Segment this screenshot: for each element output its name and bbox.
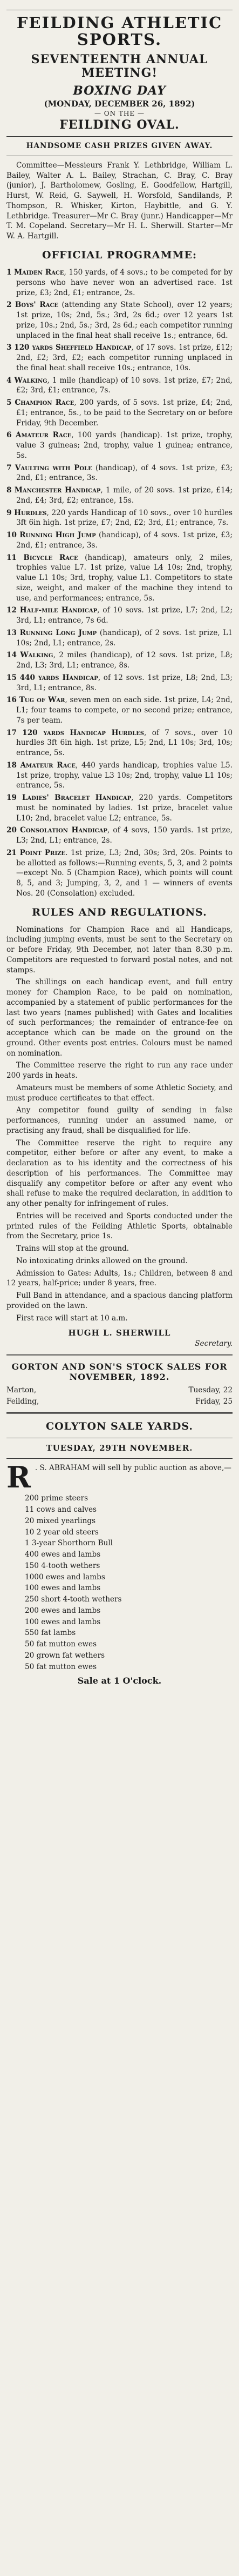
event-item: 3 120 yards Sheffield Handicap, of 17 sovs. 1st prize, £12; 2nd, £2; 3rd, £2; each competitor running unplaced in the final heat shall receive 10s.; entrance, 10s. bbox=[6, 343, 233, 372]
stock-item: 400 ewes and lambs bbox=[25, 1550, 101, 1559]
sale-time: Sale at 1 O'clock. bbox=[77, 1676, 162, 1686]
divider bbox=[6, 136, 233, 137]
prizes-line: HANDSOME CASH PRIZES GIVEN AWAY. bbox=[26, 142, 213, 151]
colyton-date: TUESDAY, 29TH NOVEMBER. bbox=[46, 1443, 193, 1453]
event-item: 7 Vaulting with Pole (handicap), of 4 sovs. 1st prize, £3; 2nd, £1; entrance, 3s. bbox=[6, 463, 233, 483]
gorton-dates bbox=[6, 1385, 233, 1407]
stock-item: 11 cows and calves bbox=[25, 1505, 97, 1514]
rule-paragraph: The Committee reserve the right to run any race under 200 yards in heats. bbox=[6, 1061, 233, 1080]
secretary-name: HUGH L. SHERWILL bbox=[68, 1328, 171, 1338]
stock-item: 100 ewes and lambs bbox=[25, 1617, 101, 1626]
event-item: 15 440 yards Handicap, of 12 sovs. 1st prize, L8; 2nd, L3; 3rd, L1; entrance, 8s. bbox=[6, 673, 233, 692]
event-date: (MONDAY, DECEMBER 26, 1892) bbox=[44, 98, 195, 109]
event-item: 4 Walking, 1 mile (handicap) of 10 sovs. 1st prize, £7; 2nd, £2; 3rd, £1; entrance, 7s. bbox=[6, 376, 233, 395]
stock-item: 10 2 year old steers bbox=[25, 1527, 99, 1537]
event-item: 10 Running High Jump (handicap), of 4 sovs. 1st prize, £3; 2nd, £1; entrance, 3s. bbox=[6, 531, 233, 550]
stock-list bbox=[6, 1493, 233, 1672]
rule-paragraph: Admission to Gates: Adults, 1s.; Children, between 8 and 12 years, half-price; under 8 years, free. bbox=[6, 1269, 233, 1288]
gorton-heading: GORTON AND SON'S STOCK SALES FOR NOVEMBER, 1892. bbox=[11, 1361, 228, 1383]
event-item: 19 Ladies' Bracelet Handicap, 220 yards. Competitors must be nominated by ladies. 1st prize, bracelet value L10; 2nd, bracelet value L2; entrance, 5s. bbox=[6, 793, 233, 823]
colyton-intro bbox=[6, 1459, 233, 1494]
stock-item: 50 fat mutton ewes bbox=[25, 1662, 97, 1671]
annual-meeting: SEVENTEENTH ANNUAL MEETING! bbox=[31, 52, 208, 80]
on-the: — ON THE — bbox=[94, 110, 145, 118]
stock-item: 1000 ewes and lambs bbox=[25, 1572, 105, 1581]
divider bbox=[6, 1354, 233, 1356]
stock-item: 200 ewes and lambs bbox=[25, 1606, 101, 1615]
divider bbox=[6, 1458, 233, 1459]
colyton-heading: COLYTON SALE YARDS. bbox=[46, 1420, 193, 1432]
sale-day: Friday, 25 bbox=[195, 1397, 233, 1406]
event-item: 5 Champion Race, 200 yards, of 5 sovs. 1st prize, £4; 2nd, £1; entrance, 5s., to be paid to the Secretary on or before Friday, 9th December. bbox=[6, 398, 233, 428]
rule-paragraph: Trains will stop at the ground. bbox=[16, 1244, 129, 1253]
rule-paragraph: The shillings on each handicap event, and full entry money for Champion Race, to be paid on nomination, accompanied by a statement of public performances for the last two years (names published) with Gates and localities of such performances; the remainder of entrance-fee on acceptance which can be made on the ground on the ground. Other events post entries. Colours must be named on nomination. bbox=[6, 978, 233, 1058]
rule-paragraph: First race will start at 10 a.m. bbox=[16, 1313, 128, 1323]
event-item: 11 Bicycle Race (handicap), amateurs only, 2 miles, trophies value L7. 1st prize, value L4 10s; 2nd, trophy, value L1 10s; 3rd, trophy, value L1. Competitors to state size, weight, and maker of the machine they intend to use, and performances; entrance, 5s. bbox=[6, 553, 233, 603]
rule-paragraph: No intoxicating drinks allowed on the ground. bbox=[16, 1256, 188, 1265]
stock-item: 20 mixed yearlings bbox=[25, 1516, 96, 1525]
rule-paragraph: The Committee reserve the right to require any competitor, either before or after any event, to make a declaration as to his identity and the correctness of his description of his performances. The Committee may disqualify any competitor before or after any event who shall refuse to make the required declaration, in addition to any other penalty for infringement of rules. bbox=[6, 1138, 233, 1209]
event-item: 1 Maiden Race, 150 yards, of 4 sovs.; to be competed for by persons who have never won an advertised race. 1st prize, £3; 2nd, £1; entrance, 2s. bbox=[6, 268, 233, 297]
event-item: 21 Point Prize. 1st prize, L3; 2nd, 30s; 3rd, 20s. Points to be allotted as follows:—Running events, 5, 3, and 2 points—except No. 5 (Champion Race), which points will count 8, 5, and 3; Jumping, 3, 2, and 1 — winners of events Nos. 20 (Consolation) excluded. bbox=[6, 848, 233, 898]
event-item: 9 Hurdles, 220 yards Handicap of 10 sovs., over 10 hurdles 3ft 6in high. 1st prize, £7; 2nd, £2; 3rd, £1; entrance, 7s. bbox=[6, 508, 233, 528]
event-item: 17 120 yards Handicap Hurdles, of 7 sovs., over 10 hurdles 3ft 6in high. 1st prize, L5; 2nd, L1 10s; 3rd, 10s; entrance, 5s. bbox=[6, 728, 233, 758]
event-item: 16 Tug of War, seven men on each side. 1st prize, L4; 2nd, L1; four teams to compete, or no second prize; entrance, 7s per team. bbox=[6, 696, 233, 725]
rule-paragraph: Entries will be received and Sports conducted under the printed rules of the Feilding Athletic Sports, obtainable from the Secretary, price 1s. bbox=[6, 1211, 233, 1241]
stock-item: 100 ewes and lambs bbox=[25, 1584, 101, 1593]
event-item: 8 Manchester Handicap, 1 mile, of 20 sovs. 1st prize, £14; 2nd, £4; 3rd, £2; entrance, 15s. bbox=[6, 486, 233, 505]
rule-paragraph: Amateurs must be members of some Athletic Society, and must produce certificates to that effect. bbox=[6, 1083, 233, 1103]
stock-item: 550 fat lambs bbox=[25, 1629, 76, 1638]
rules-body bbox=[6, 925, 233, 1324]
drop-cap: R bbox=[6, 1459, 31, 1494]
event-item: 6 Amateur Race, 100 yards (handicap). 1st prize, trophy, value 3 guineas; 2nd, trophy, value 1 guinea; entrance, 5s. bbox=[6, 431, 233, 460]
stock-item: 50 fat mutton ewes bbox=[25, 1640, 97, 1649]
stock-item: 150 4-tooth wethers bbox=[25, 1561, 100, 1570]
intro-text: . S. ABRAHAM will sell by public auction as above,— bbox=[35, 1463, 231, 1472]
rule-paragraph: Nominations for Champion Race and all Handicaps, including jumping events, must be sent to the Secretary on or before Friday, 9th December, not later than 8.30 p.m. Competitors are requested to forward postal notes, and not stamps. bbox=[6, 925, 233, 975]
sale-place: Marton, bbox=[6, 1386, 37, 1395]
programme-events bbox=[6, 268, 233, 899]
stock-item: 250 short 4-tooth wethers bbox=[25, 1595, 122, 1604]
boxing-day: BOXING DAY bbox=[73, 84, 166, 98]
rule-paragraph: Full Band in attendance, and a spacious dancing platform provided on the lawn. bbox=[6, 1291, 233, 1310]
rule-paragraph: Any competitor found guilty of sending in false performances, running under an assumed name, or practising any fraud, shall be disqualified for life. bbox=[6, 1106, 233, 1135]
divider bbox=[6, 1412, 233, 1414]
event-item: 14 Walking, 2 miles (handicap), of 12 sovs. 1st prize, L8; 2nd, L3; 3rd, L1; entrance, 8s. bbox=[6, 651, 233, 670]
venue: FEILDING OVAL. bbox=[59, 117, 180, 132]
sale-date-row bbox=[6, 1397, 233, 1407]
committee-text: Committee—Messieurs Frank Y. Lethbridge, William L. Bailey, Walter A. L. Bailey, Strachan, C. Bray, C. Bray (junior), J. Bartholomew, Gosling, E. Goodfellow, Hartgill, Hurst, W. Reid, G. Saywell, H. Worsfold, Sandilands, P. Thompson, R. Whisker, Kirton, Haybittle, and G. Y. Lethbridge. Treasurer—Mr C. Bray (junr.) Handicapper—Mr T. M. Copeland. Secretary—Mr H. L. Sherwill. Starter—Mr W. A. Hartgill. bbox=[6, 161, 233, 241]
rules-heading: RULES AND REGULATIONS. bbox=[32, 906, 207, 918]
sale-date-row bbox=[6, 1385, 233, 1396]
event-item: 18 Amateur Race, 440 yards handicap, trophies value L5. 1st prize, trophy, value L3 10s; 2nd, trophy, value L1 10s; entrance, 5s. bbox=[6, 760, 233, 790]
event-item: 2 Boys' Race (attending any State School), over 12 years; 1st prize, 10s; 2nd, 5s.; 3rd, 2s 6d.; over 12 years 1st prize, 10s.; 2nd, 5s.; 3rd, 2s 6d.; each competitor running unplaced in the final heat shall receive 1s.; entrance, 6d. bbox=[6, 301, 233, 340]
programme-heading: OFFICIAL PROGRAMME: bbox=[42, 249, 197, 261]
signature-block bbox=[6, 1327, 233, 1349]
event-item: 13 Running Long Jump (handicap), of 2 sovs. 1st prize, L1 10s; 2nd, L1; entrance, 2s. bbox=[6, 628, 233, 648]
sale-place: Feilding, bbox=[6, 1397, 39, 1406]
event-item: 12 Half-mile Handicap, of 10 sovs. 1st prize, L7; 2nd, L2; 3rd, L1; entrance, 7s 6d. bbox=[6, 606, 233, 625]
event-item: 20 Consolation Handicap, of 4 sovs, 150 yards. 1st prize, L3; 2nd, L1; entrance, 2s. bbox=[6, 826, 233, 845]
sale-day: Tuesday, 22 bbox=[188, 1386, 233, 1395]
secretary-role: Secretary. bbox=[195, 1339, 233, 1349]
stock-item: 1 3-year Shorthorn Bull bbox=[25, 1539, 113, 1548]
stock-item: 200 prime steers bbox=[25, 1494, 88, 1503]
stock-item: 20 grown fat wethers bbox=[25, 1651, 105, 1660]
advert-title: FEILDING ATHLETIC SPORTS. bbox=[16, 14, 223, 49]
